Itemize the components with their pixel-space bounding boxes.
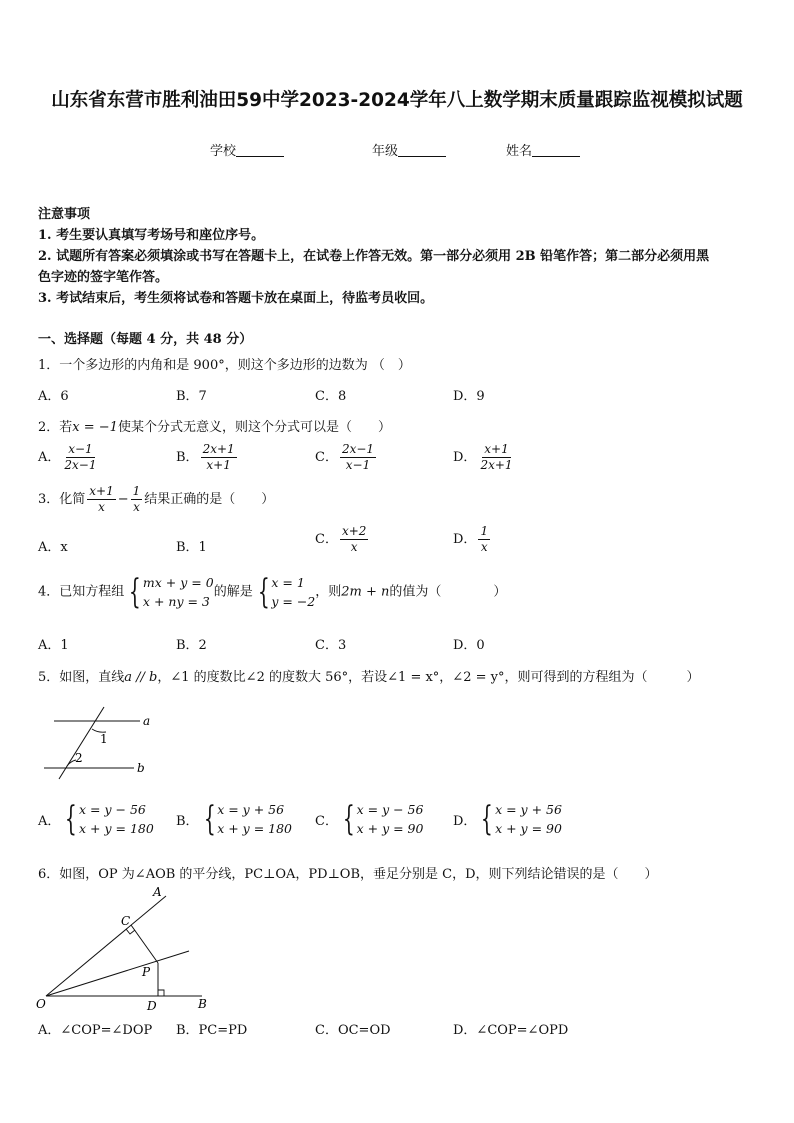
solution-system bbox=[253, 573, 316, 611]
section-heading: 一、选择题（每题 4 分，共 48 分） bbox=[38, 332, 253, 347]
label-C: C bbox=[121, 914, 131, 928]
label-D: D bbox=[147, 999, 157, 1013]
equation: mx + y = 0 bbox=[142, 575, 214, 590]
equation: x + y = 180 bbox=[79, 821, 154, 836]
option-label: A． bbox=[38, 450, 61, 465]
q3-option-a[interactable]: A．x bbox=[38, 540, 68, 555]
q1-option-c[interactable]: C．8 bbox=[315, 389, 347, 404]
option-label: A． bbox=[38, 813, 61, 829]
q2-option-a[interactable] bbox=[38, 442, 100, 473]
equation: x = y + 56 bbox=[217, 802, 285, 817]
q6-stem: 6．如图，OP 为∠AOB 的平分线，PC⊥OA，PD⊥OB，垂足分别是 C，D，则下列结论错误的是（ ） bbox=[38, 867, 658, 882]
right-angle-C-icon bbox=[126, 929, 135, 934]
label-b: b bbox=[137, 761, 145, 775]
brace-icon: { bbox=[203, 799, 216, 839]
angle-bisector-figure bbox=[34, 884, 214, 1014]
denominator: x bbox=[133, 500, 140, 514]
q2-stem-post: 使某个分式无意义，则这个分式可以是（ ） bbox=[117, 420, 391, 435]
name-field[interactable] bbox=[506, 140, 580, 159]
equation: x + y = 90 bbox=[495, 821, 562, 836]
brace-icon: { bbox=[481, 799, 494, 839]
equation: y = −2 bbox=[271, 594, 316, 609]
option-label: C． bbox=[315, 813, 338, 829]
name-blank[interactable] bbox=[532, 142, 580, 157]
numerator: x−1 bbox=[68, 442, 93, 456]
fraction bbox=[87, 484, 115, 515]
bisector-OP bbox=[46, 951, 189, 996]
q6-option-d[interactable]: D．∠COP=∠OPD bbox=[453, 1023, 569, 1038]
label-1: 1 bbox=[100, 732, 108, 746]
q4-option-c[interactable]: C．3 bbox=[315, 638, 347, 653]
q3-option-b[interactable]: B．1 bbox=[176, 540, 207, 555]
grade-field[interactable] bbox=[372, 140, 446, 159]
fraction bbox=[201, 442, 237, 473]
option-label: D． bbox=[453, 813, 477, 829]
q4-stem-post: ，则 bbox=[315, 584, 342, 600]
label-a: a bbox=[143, 714, 151, 728]
grade-label: 年级 bbox=[372, 144, 399, 159]
label-A: A bbox=[153, 885, 162, 899]
q5-stem-mid: ，∠1 的度数比∠2 的度数大 56°，若设∠1 = x°，∠2 = y°，则可得到的方程组为（ ） bbox=[157, 670, 700, 685]
equation: x + y = 90 bbox=[356, 821, 424, 836]
brace-icon: { bbox=[129, 572, 142, 612]
q4-stem bbox=[38, 573, 506, 611]
option-label: C． bbox=[315, 532, 338, 547]
fraction bbox=[340, 442, 376, 473]
numerator: x+1 bbox=[484, 442, 509, 456]
q2-option-c[interactable] bbox=[315, 442, 378, 473]
school-blank[interactable] bbox=[236, 142, 284, 157]
q4-option-a[interactable]: A．1 bbox=[38, 638, 69, 653]
denominator: 2x+1 bbox=[480, 458, 513, 472]
option-label: D． bbox=[453, 532, 477, 547]
q1-option-d[interactable]: D．9 bbox=[453, 389, 485, 404]
note-3: 3. 考试结束后，考生须将试卷和答题卡放在桌面上，待监考员收回。 bbox=[38, 291, 434, 306]
numerator: 1 bbox=[132, 484, 141, 498]
q2-option-b[interactable] bbox=[176, 442, 239, 473]
grade-blank[interactable] bbox=[398, 142, 446, 157]
q3-stem bbox=[38, 484, 274, 515]
parallel-lines-figure bbox=[40, 705, 170, 780]
q4-option-d[interactable]: D．0 bbox=[453, 638, 485, 653]
q6-option-b[interactable]: B．PC=PD bbox=[176, 1023, 248, 1038]
q5-parallel: a // b bbox=[124, 670, 158, 685]
q2-stem-math: x = −1 bbox=[72, 420, 118, 435]
school-label: 学校 bbox=[210, 144, 237, 159]
fraction bbox=[478, 442, 514, 473]
denominator: x bbox=[350, 540, 358, 554]
equation: x = 1 bbox=[271, 575, 305, 590]
label-P: P bbox=[142, 965, 151, 979]
q6-option-a[interactable]: A．∠COP=∠DOP bbox=[38, 1023, 153, 1038]
q4-stem-mid: 的解是 bbox=[213, 584, 253, 600]
q5-stem bbox=[38, 666, 699, 685]
q3-stem-pre: 3．化简 bbox=[38, 492, 86, 507]
q3-stem-post: 结果正确的是（ ） bbox=[144, 492, 275, 507]
right-angle-D-icon bbox=[158, 990, 164, 996]
brace-icon: { bbox=[342, 799, 355, 839]
brace-icon: { bbox=[257, 572, 270, 612]
label-O: O bbox=[36, 997, 46, 1011]
q5-option-b[interactable] bbox=[176, 800, 292, 838]
ray-OA bbox=[46, 896, 166, 996]
equation: x = y − 56 bbox=[356, 802, 424, 817]
equation-system bbox=[124, 573, 213, 611]
fraction bbox=[131, 484, 143, 515]
denominator: x bbox=[98, 500, 105, 514]
school-field[interactable] bbox=[210, 140, 284, 159]
brace-icon: { bbox=[65, 799, 78, 839]
numerator: 2x−1 bbox=[341, 442, 375, 456]
denominator: 2x−1 bbox=[64, 458, 97, 472]
denominator: x−1 bbox=[345, 458, 371, 472]
page-title: 山东省东营市胜利油田59中学2023-2024学年八上数学期末质量跟踪监视模拟试题 bbox=[51, 90, 743, 111]
minus-sign: − bbox=[117, 492, 129, 507]
q6-option-c[interactable]: C．OC=OD bbox=[315, 1023, 391, 1038]
fraction bbox=[478, 524, 490, 555]
denominator: x bbox=[480, 540, 488, 554]
q5-stem-pre: 5．如图，直线 bbox=[38, 670, 125, 685]
note-2: 2. 试题所有答案必须填涂或书写在答题卡上，在试卷上作答无效。第一部分必须用 2B 铅笔作答；第二部分必须用黑 bbox=[38, 249, 710, 264]
numerator: x+2 bbox=[341, 524, 367, 538]
equation: x = y − 56 bbox=[79, 802, 146, 817]
q5-option-c[interactable] bbox=[315, 800, 423, 838]
option-label: B． bbox=[176, 813, 199, 829]
segment-PC bbox=[131, 925, 158, 963]
q4-stem-pre: 4．已知方程组 bbox=[38, 584, 125, 600]
fraction bbox=[62, 442, 98, 473]
q4-option-b[interactable]: B．2 bbox=[176, 638, 207, 653]
equation: x + ny = 3 bbox=[142, 594, 210, 609]
denominator: x+1 bbox=[206, 458, 231, 472]
q4-stem-post: 的值为（ ） bbox=[389, 584, 507, 600]
fraction bbox=[340, 524, 368, 555]
q1-stem: 1．一个多边形的内角和是 900°，则这个多边形的边数为 （ ） bbox=[38, 358, 411, 373]
notes-heading: 注意事项 bbox=[38, 207, 91, 222]
equation: x = y + 56 bbox=[495, 802, 562, 817]
option-label: D． bbox=[453, 450, 477, 465]
numerator: x+1 bbox=[89, 484, 114, 498]
equation: x + y = 180 bbox=[217, 821, 293, 836]
option-label: B． bbox=[176, 450, 199, 465]
option-label: C． bbox=[315, 450, 338, 465]
q1-option-b[interactable]: B．7 bbox=[176, 389, 207, 404]
numerator: 2x+1 bbox=[202, 442, 235, 456]
q1-option-a[interactable]: A．6 bbox=[38, 389, 69, 404]
label-B: B bbox=[198, 997, 207, 1011]
label-2: 2 bbox=[75, 751, 83, 765]
q4-stem-math: 2m + n bbox=[341, 584, 390, 600]
note-1: 1. 考生要认真填写考场号和座位序号。 bbox=[38, 228, 265, 243]
q5-option-a[interactable] bbox=[38, 800, 154, 838]
numerator: 1 bbox=[480, 524, 489, 538]
q5-option-d[interactable] bbox=[453, 800, 562, 838]
note-2-cont: 色字迹的签字笔作答。 bbox=[38, 270, 169, 285]
q2-stem bbox=[38, 416, 391, 435]
q3-option-d[interactable] bbox=[453, 524, 492, 555]
q3-option-c[interactable] bbox=[315, 524, 370, 555]
q2-stem-pre: 2．若 bbox=[38, 420, 73, 435]
name-label: 姓名 bbox=[506, 144, 533, 159]
q2-option-d[interactable] bbox=[453, 442, 517, 473]
